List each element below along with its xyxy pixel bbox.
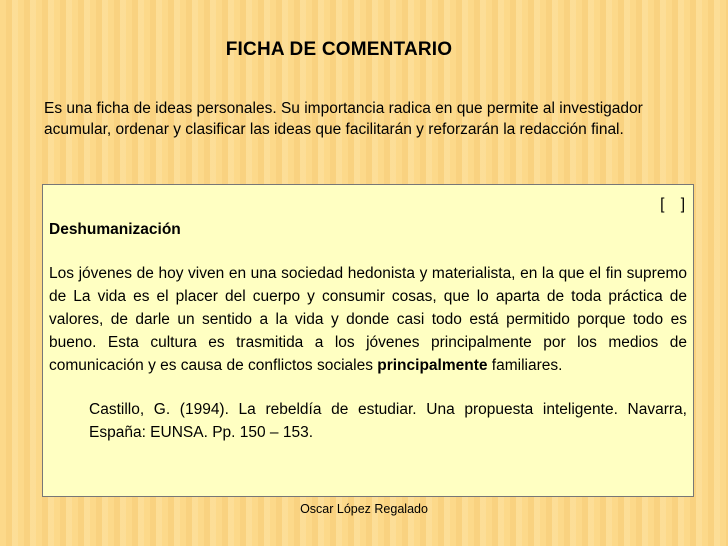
card-body-emphasis: principalmente xyxy=(377,357,488,374)
card-citation: Castillo, G. (1994). La rebeldía de estudiar. Una propuesta inteligente. Navarra, España: EUNSA. Pp. 150 – 153. xyxy=(89,401,687,441)
card-body-text: Los jóvenes de hoy viven en una sociedad hedonista y materialista, en la que el fin supremo de La vida es el placer del cuerpo y consumir cosas, que lo aparta de toda práctica de valores, de darle un sentido a la vida y donde casi todo está permitido porque todo es bueno. Esta cultura es trasmitida a los jóvenes principalmente por los medios de comunicación y es causa de conflictos sociales xyxy=(49,265,687,374)
intro-paragraph: Es una ficha de ideas personales. Su importancia radica en que permite al investigador acumular, ordenar y clasificar las ideas que facilitarán y reforzarán la redacción final. xyxy=(44,100,643,138)
card-body-text-end: familiares. xyxy=(487,357,563,374)
slide-title: FICHA DE COMENTARIO xyxy=(225,39,453,60)
author-footer: Oscar López Regalado xyxy=(300,502,428,516)
page-reference-brackets: [ ] xyxy=(660,196,685,213)
card-body xyxy=(49,262,687,377)
card-heading: Deshumanización xyxy=(49,221,181,238)
comment-card xyxy=(42,184,694,497)
